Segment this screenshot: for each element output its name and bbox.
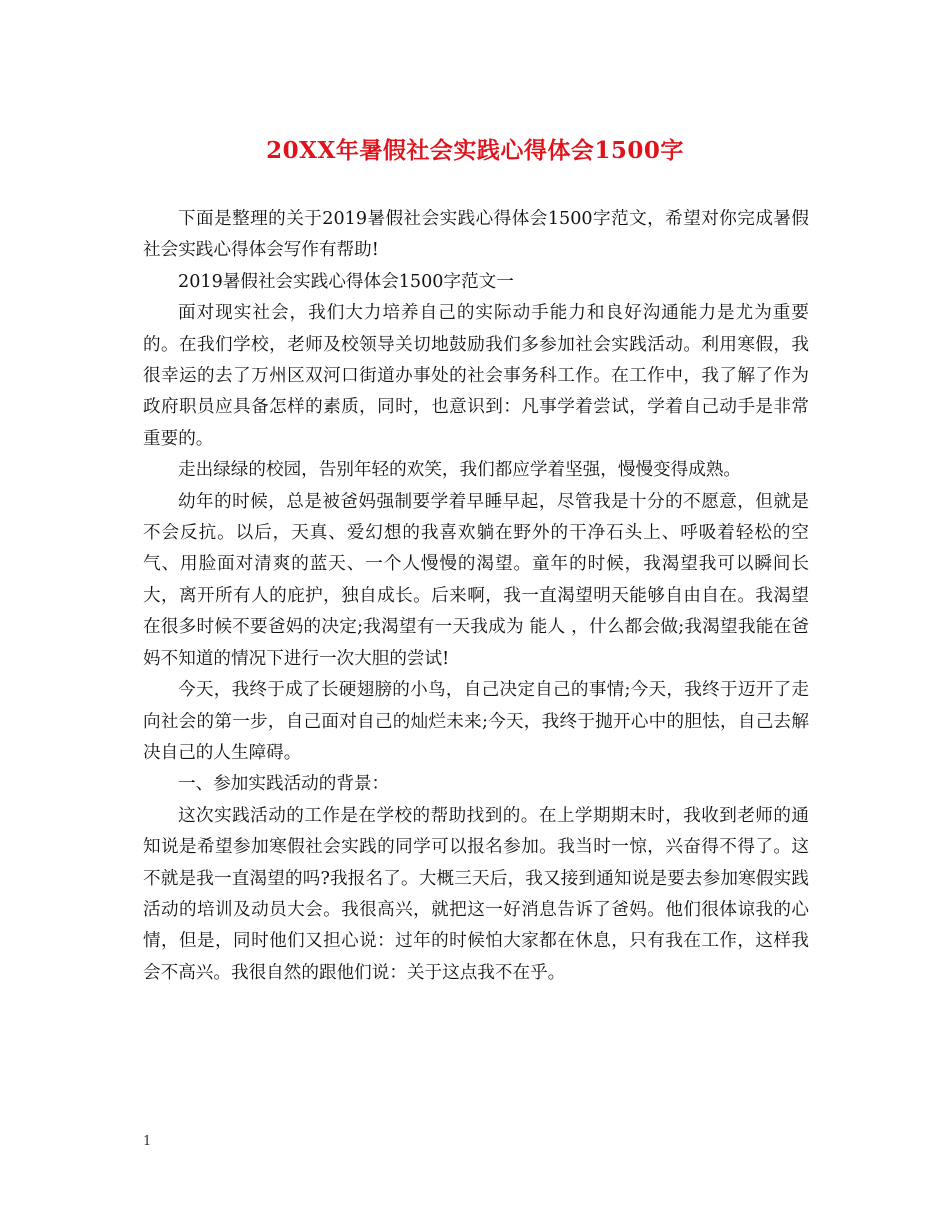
paragraph-subtitle: 2019暑假社会实践心得体会1500字范文一: [178, 271, 514, 292]
paragraph: 面对现实社会，我们大力培养自己的实际动手能力和良好沟通能力是尤为重要的。在我们学校，老师及校领导关切地鼓励我们多参加社会实践活动。利用寒假，我很幸运的去了万州区双河口街道办事处的社会事务科工作。在工作中，我了解了作为政府职员应具备怎样的素质，同时，也意识到：凡事学着尝试，学着自己动手是非常重要的。: [143, 303, 809, 449]
paragraph: 幼年的时候，总是被爸妈强制要学着早睡早起，尽管我是十分的不愿意，但就是不会反抗。以后，天真、爱幻想的我喜欢躺在野外的干净石头上、呼吸着轻松的空气、用脸面对清爽的蓝天、一个人慢慢的渴望。童年的时候，我渴望我可以瞬间长大，离开所有人的庇护，独自成长。后来啊，我一直渴望明天能够自由自在。我渴望在很多时候不要爸妈的决定;我渴望有一天我成为 能人 ，什么都会做;我渴望我能在爸妈不知道的情况下进行一次大胆的尝试!: [143, 491, 809, 669]
paragraph: 今天，我终于成了长硬翅膀的小鸟，自己决定自己的事情;今天，我终于迈开了走向社会的第一步，自己面对自己的灿烂未来;今天，我终于抛开心中的胆怯，自己去解决自己的人生障碍。: [143, 680, 809, 763]
document-title: 20XX年暑假社会实践心得体会1500字: [266, 137, 684, 164]
page-number: 1: [143, 1134, 152, 1149]
paragraph: 这次实践活动的工作是在学校的帮助找到的。在上学期期末时，我收到老师的通知说是希望参加寒假社会实践的同学可以报名参加。我当时一惊，兴奋得不得了。这不就是我一直渴望的吗?我报名了。大概三天后，我又接到通知说是要去参加寒假实践活动的培训及动员大会。我很高兴，就把这一好消息告诉了爸妈。他们很体谅我的心情，但是，同时他们又担心说：过年的时候怕大家都在休息，只有我在工作，这样我会不高兴。我很自然的跟他们说：关于这点我不在乎。: [143, 805, 809, 983]
section-heading: 一、参加实践活动的背景：: [178, 774, 390, 795]
document-body: [143, 204, 809, 989]
paragraph: 走出绿绿的校园，告别年轻的欢笑，我们都应学着坚强，慢慢变得成熟。: [178, 460, 742, 481]
paragraph-intro: 下面是整理的关于2019暑假社会实践心得体会1500字范文，希望对你完成暑假社会实践心得体会写作有帮助!: [143, 209, 809, 261]
